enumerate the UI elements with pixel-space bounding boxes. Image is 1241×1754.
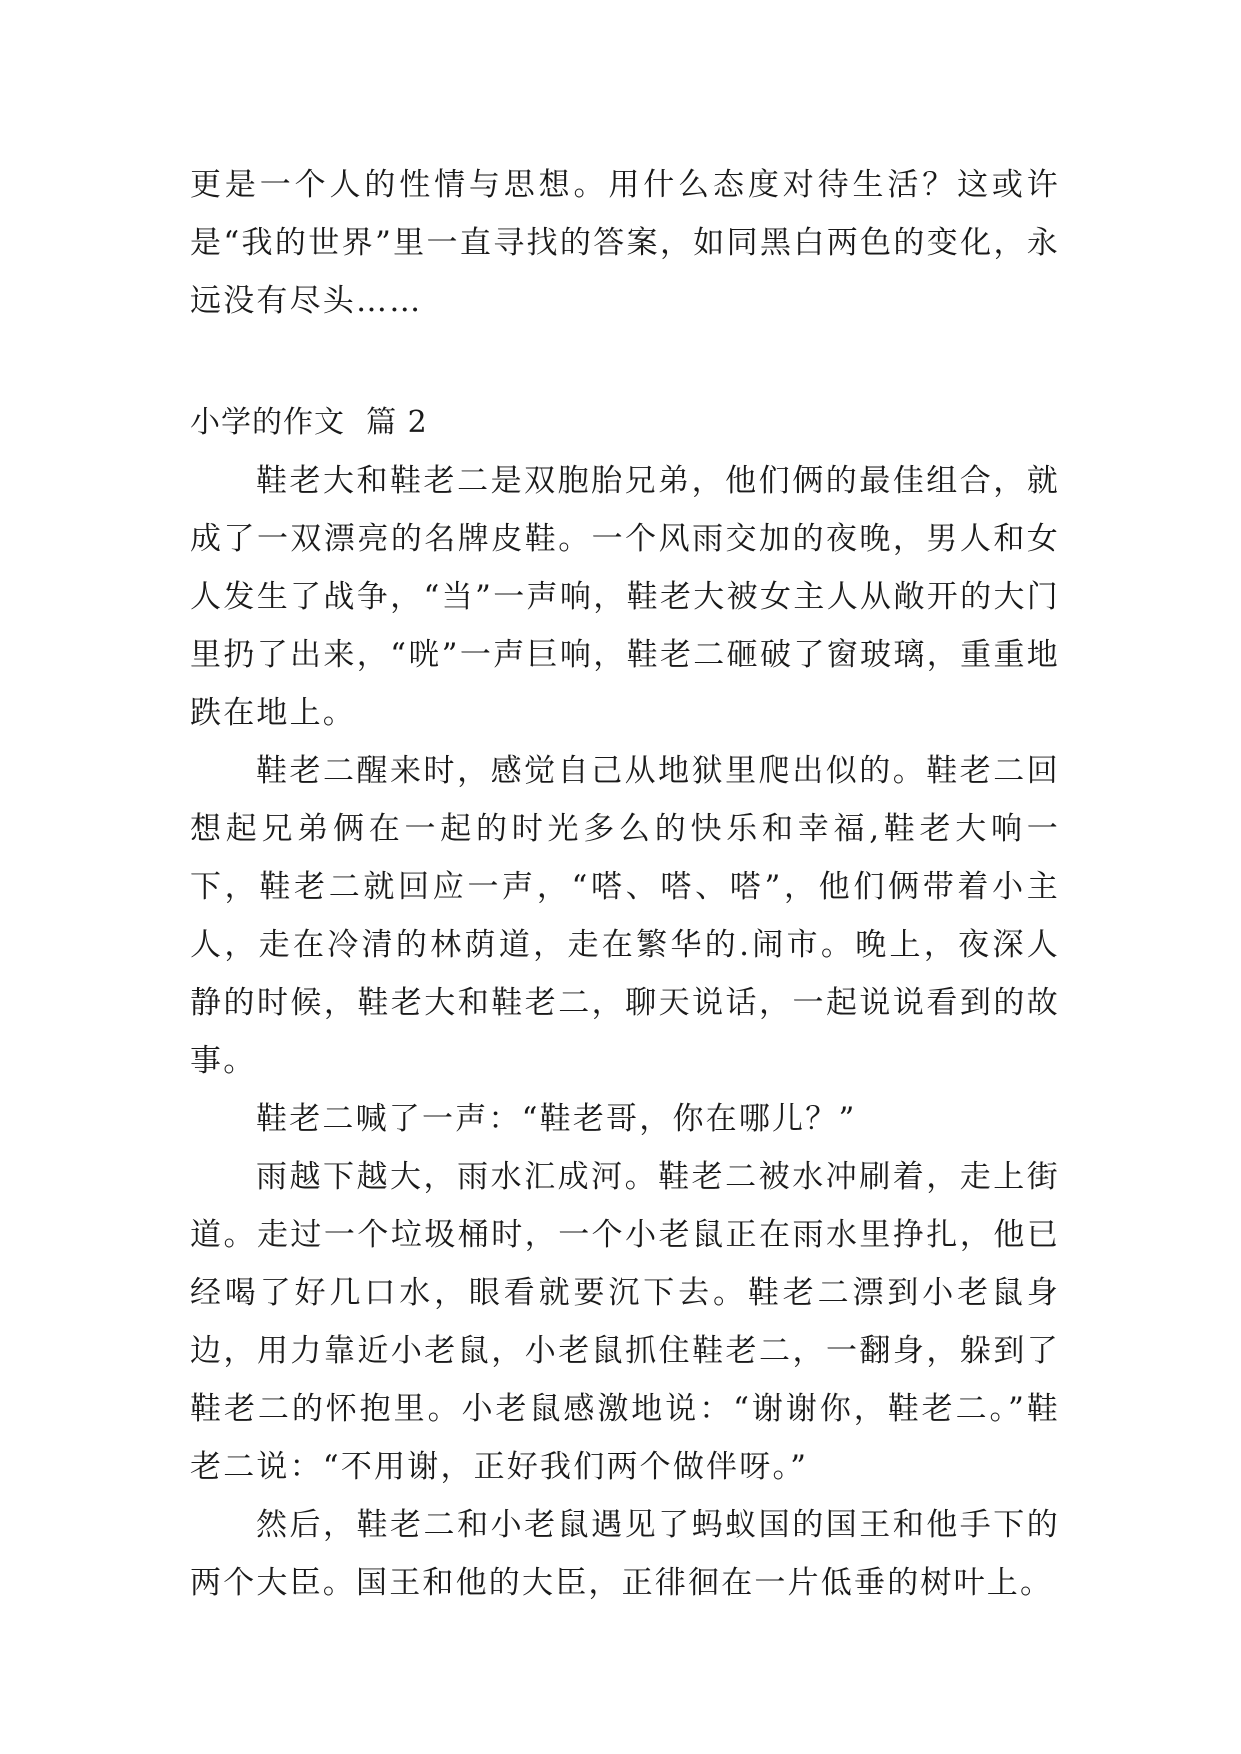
document-body — [190, 156, 1060, 1612]
opening-paragraph: 更是一个人的性情与思想。用什么态度对待生活？这或许是“我的世界”里一直寻找的答案，如同黑白两色的变化，永远没有尽头…… — [190, 167, 1060, 319]
section-spacer — [190, 330, 1060, 394]
section-heading: 小学的作文 篇 2 — [190, 405, 428, 440]
body-paragraph: 鞋老二喊了一声：“鞋老哥，你在哪儿？” — [256, 1101, 857, 1137]
body-paragraph: 鞋老大和鞋老二是双胞胎兄弟，他们俩的最佳组合，就成了一双漂亮的名牌皮鞋。一个风雨交加的夜晚，男人和女人发生了战争，“当”一声响，鞋老大被女主人从敞开的大门里扔了出来，“咣”一声巨响，鞋老二砸破了窗玻璃，重重地跌在地上。 — [190, 463, 1060, 731]
body-paragraph: 雨越下越大，雨水汇成河。鞋老二被水冲刷着，走上街道。走过一个垃圾桶时，一个小老鼠正在雨水里挣扎，他已经喝了好几口水，眼看就要沉下去。鞋老二漂到小老鼠身边，用力靠近小老鼠，小老鼠抓住鞋老二，一翻身，躲到了鞋老二的怀抱里。小老鼠感激地说：“谢谢你，鞋老二。”鞋老二说：“不用谢，正好我们两个做伴呀。” — [190, 1159, 1060, 1485]
body-paragraph: 鞋老二醒来时，感觉自己从地狱里爬出似的。鞋老二回想起兄弟俩在一起的时光多么的快乐和幸福,鞋老大响一下，鞋老二就回应一声，“嗒、嗒、嗒”，他们俩带着小主人，走在冷清的林荫道，走在繁华的.闹市。晚上，夜深人静的时候，鞋老大和鞋老二，聊天说话，一起说说看到的故事。 — [190, 753, 1060, 1079]
body-paragraph: 然后，鞋老二和小老鼠遇见了蚂蚁国的国王和他手下的两个大臣。国王和他的大臣，正徘徊在一片低垂的树叶上。 — [190, 1507, 1060, 1601]
